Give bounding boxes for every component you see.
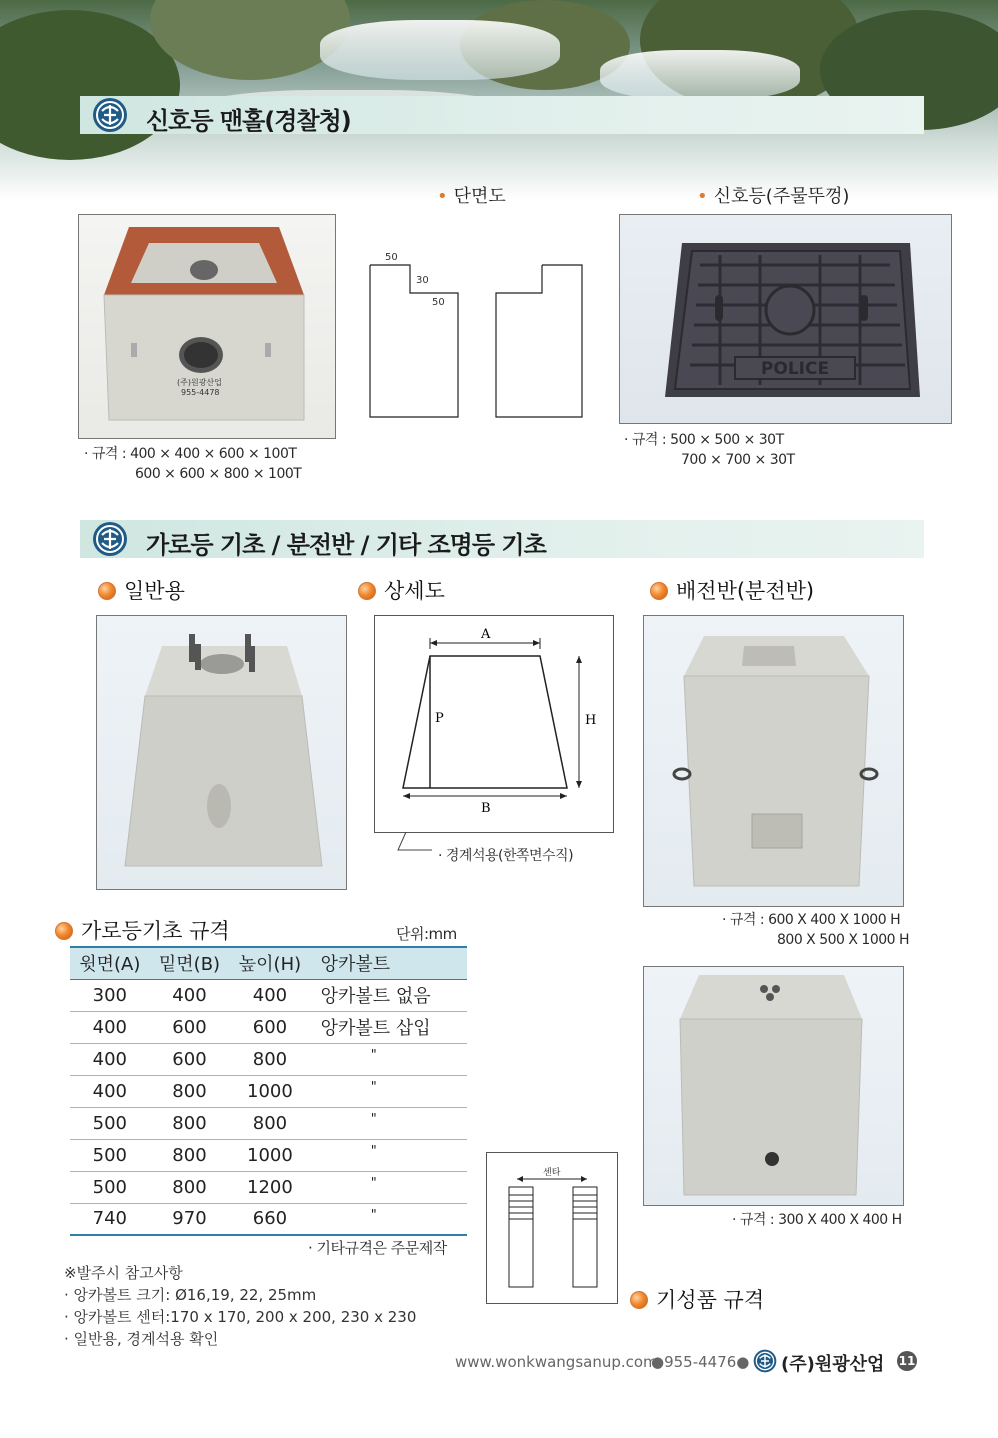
section-title-bar-manhole (80, 96, 924, 134)
manhole-company-label: (주)원광산업 (177, 378, 222, 387)
table-row: 400 800 1000 " (70, 1075, 467, 1107)
cover-spec: · 규격 : 500 × 500 × 30T 700 × 700 × 30T (624, 432, 795, 468)
bullet-icon (650, 582, 668, 600)
phone-number: ●955-4476● (651, 1353, 750, 1371)
company-logo-icon (92, 97, 128, 133)
page-footer (455, 1349, 925, 1375)
general-heading: 일반용 (98, 575, 185, 605)
company-logo-icon (92, 521, 128, 557)
website-link[interactable]: www.wonkwangsanup.com (455, 1353, 658, 1371)
detail-label-p: P (435, 711, 444, 726)
table-footnote: · 기타규격은 주문제작 (308, 1239, 447, 1257)
manhole-phone-label: 955-4478 (181, 388, 220, 397)
bullet-icon (630, 1291, 648, 1309)
center-label: 센타 (543, 1168, 561, 1178)
unit-label: 단위:mm (396, 925, 457, 943)
caption-cross-section: • 단면도 (437, 186, 506, 207)
detail-label-h: H (585, 713, 597, 728)
table-row: 500 800 1000 " (70, 1139, 467, 1171)
distribution-panel-photo (643, 615, 904, 907)
dim-30: 30 (416, 275, 429, 286)
detail-label-b: B (481, 801, 491, 816)
note-line: · 앙카볼트 센터:170 x 170, 200 x 200, 230 x 230 (64, 1308, 417, 1326)
bullet-icon (358, 582, 376, 600)
section-title-bar-foundation (80, 520, 924, 558)
dim-50-side: 50 (432, 297, 445, 308)
bullet-icon (55, 922, 73, 940)
notes-heading: ※발주시 참고사항 (64, 1264, 183, 1282)
detail-drawing (374, 615, 614, 833)
police-cover-photo (619, 214, 952, 424)
column-header-height: 높이(H) (229, 947, 310, 979)
table-heading: 가로등기초 규격 (55, 915, 230, 945)
manhole-photo (78, 214, 336, 439)
caption-cast-cover: • 신호등(주물뚜껑) (697, 186, 850, 207)
column-header-bottom: 밑면(B) (150, 947, 230, 979)
company-logo-icon (753, 1349, 777, 1373)
table-row: 300 400 400 앙카볼트 없음 (70, 979, 467, 1011)
table-row: 400 600 800 " (70, 1043, 467, 1075)
curbstone-note: · 경계석용(한쪽면수직) (438, 848, 574, 864)
manhole-spec: · 규격 : 400 × 400 × 600 × 100T 600 × 600 × 800 × 100T (84, 446, 302, 482)
precast-foundation-photo (643, 966, 904, 1206)
table-row: 500 800 800 " (70, 1107, 467, 1139)
table-row: 400 600 600 앙카볼트 삽입 (70, 1011, 467, 1043)
cross-section-drawing (360, 240, 600, 430)
note-line: · 앙카볼트 크기: Ø16,19, 22, 25mm (64, 1286, 317, 1304)
company-name: (주)원광산업 (781, 1354, 885, 1375)
table-row: 500 800 1200 " (70, 1171, 467, 1203)
detail-label-a: A (481, 627, 491, 642)
cover-police-text: POLICE (760, 359, 830, 379)
precast-spec: · 규격 : 300 X 400 X 400 H (732, 1212, 902, 1228)
general-foundation-photo (96, 615, 347, 890)
precast-heading: 기성품 규격 (630, 1284, 764, 1314)
anchor-center-drawing (486, 1152, 618, 1304)
table-row: 740 970 660 " (70, 1203, 467, 1235)
section-title: 가로등 기초 / 분전반 / 기타 조명등 기초 (146, 531, 546, 559)
detail-heading: 상세도 (358, 575, 445, 605)
page-number: 11 (897, 1351, 917, 1371)
panel-spec: · 규격 : 600 X 400 X 1000 H 800 X 500 X 1000 H (722, 912, 910, 948)
section-title: 신호등 맨홀(경찰청) (146, 107, 351, 135)
foundation-spec-table (70, 946, 467, 1236)
column-header-anchor: 앙카볼트 (311, 947, 467, 979)
table-header-row (70, 947, 467, 979)
panel-heading: 배전반(분전반) (650, 575, 814, 605)
note-line: · 일반용, 경계석용 확인 (64, 1330, 219, 1348)
bullet-icon (98, 582, 116, 600)
dim-50-top: 50 (385, 252, 398, 263)
column-header-top: 윗면(A) (70, 947, 150, 979)
detail-leader-line (394, 832, 434, 856)
order-notes (64, 1262, 416, 1350)
